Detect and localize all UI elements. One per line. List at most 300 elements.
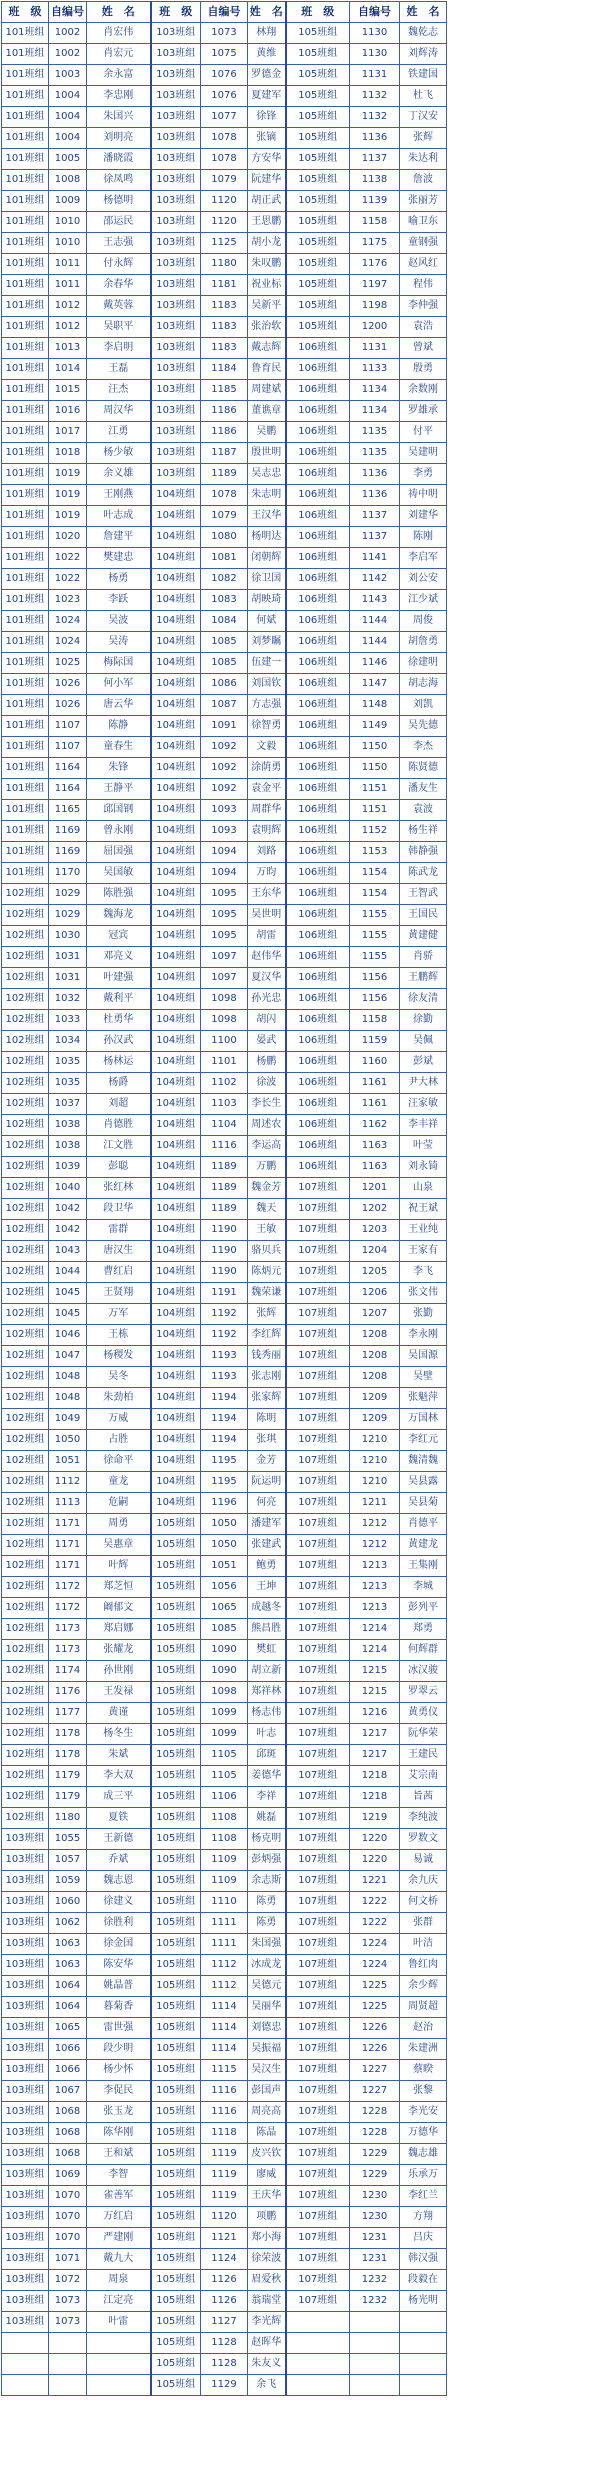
class-cell: 105班组 [286, 86, 350, 107]
class-cell: 107班组 [286, 1367, 350, 1388]
table-row [2, 1829, 600, 1850]
id-cell: 1135 [350, 443, 400, 464]
name-cell: 吴新平 [248, 296, 286, 317]
id-cell: 1185 [201, 380, 248, 401]
id-cell: 1111 [201, 1934, 248, 1955]
name-cell: 余数刚 [400, 380, 447, 401]
id-cell: 1200 [350, 317, 400, 338]
id-cell: 1229 [350, 2144, 400, 2165]
class-cell: 104班组 [151, 485, 201, 506]
table-row [2, 716, 600, 737]
name-cell: 孙光忠 [248, 989, 286, 1010]
class-cell: 106班组 [286, 989, 350, 1010]
id-cell: 1176 [350, 254, 400, 275]
class-cell: 107班组 [286, 1703, 350, 1724]
id-cell: 1204 [350, 1241, 400, 1262]
name-cell: 廖威 [248, 2165, 286, 2186]
class-cell: 104班组 [151, 1451, 201, 1472]
id-cell: 1050 [201, 1535, 248, 1556]
class-cell: 101班组 [2, 170, 49, 191]
class-cell: 105班组 [286, 212, 350, 233]
id-cell: 1196 [201, 1493, 248, 1514]
name-cell: 郑启娜 [87, 1619, 151, 1640]
class-cell: 107班组 [286, 1535, 350, 1556]
class-cell: 106班组 [286, 674, 350, 695]
table-row [2, 1094, 600, 1115]
header-name: 姓 名 [248, 2, 286, 23]
name-cell: 彭聪 [87, 1157, 151, 1178]
header-name: 姓 名 [87, 2, 151, 23]
table-row [2, 1430, 600, 1451]
class-cell: 105班组 [151, 1934, 201, 1955]
name-cell: 山泉 [400, 1178, 447, 1199]
class-cell: 101班组 [2, 44, 49, 65]
name-cell: 吴县露 [400, 1472, 447, 1493]
id-cell: 1026 [49, 695, 87, 716]
id-cell: 1098 [201, 1010, 248, 1031]
id-cell: 1187 [201, 443, 248, 464]
name-cell: 陈胜强 [87, 884, 151, 905]
id-cell: 1040 [49, 1178, 87, 1199]
name-cell: 段卫华 [87, 1199, 151, 1220]
class-cell: 107班组 [286, 1892, 350, 1913]
name-cell: 朱达利 [400, 149, 447, 170]
class-cell: 106班组 [286, 926, 350, 947]
name-cell: 刘德忠 [248, 2018, 286, 2039]
id-cell: 1090 [201, 1640, 248, 1661]
id-cell: 1137 [350, 149, 400, 170]
class-cell: 102班组 [2, 989, 49, 1010]
name-cell: 胡映琦 [248, 590, 286, 611]
id-cell: 1092 [201, 737, 248, 758]
class-cell: 101班组 [2, 443, 49, 464]
class-cell: 106班组 [286, 1115, 350, 1136]
id-cell: 1213 [350, 1556, 400, 1577]
class-cell: 101班组 [2, 149, 49, 170]
name-cell: 王东华 [248, 884, 286, 905]
class-cell: 102班组 [2, 884, 49, 905]
class-cell: 102班组 [2, 1703, 49, 1724]
table-row [2, 632, 600, 653]
id-cell: 1219 [350, 1808, 400, 1829]
table-row [2, 1934, 600, 1955]
table-row [2, 1535, 600, 1556]
name-cell: 鲍勇 [248, 1556, 286, 1577]
name-cell: 吴惠章 [87, 1535, 151, 1556]
name-cell: 朱锋 [87, 758, 151, 779]
name-cell: 刘公安 [400, 569, 447, 590]
class-cell: 105班组 [151, 1850, 201, 1871]
id-cell: 1109 [201, 1871, 248, 1892]
name-cell: 刘梦瞩 [248, 632, 286, 653]
id-cell: 1094 [201, 863, 248, 884]
class-cell: 103班组 [2, 1829, 49, 1850]
name-cell: 李光安 [400, 2102, 447, 2123]
class-cell: 101班组 [2, 107, 49, 128]
id-cell: 1049 [49, 1409, 87, 1430]
class-cell [286, 2354, 350, 2375]
class-cell: 105班组 [151, 2123, 201, 2144]
id-cell: 1106 [201, 1787, 248, 1808]
name-cell: 肖宏伟 [87, 23, 151, 44]
class-cell: 106班组 [286, 338, 350, 359]
class-cell: 103班组 [151, 401, 201, 422]
table-row [2, 2144, 600, 2165]
id-cell: 1085 [201, 1619, 248, 1640]
id-cell: 1051 [201, 1556, 248, 1577]
name-cell: 乐承万 [400, 2165, 447, 2186]
id-cell: 1164 [49, 779, 87, 800]
class-cell: 105班组 [286, 254, 350, 275]
name-cell: 何亮 [248, 1493, 286, 1514]
table-row [2, 1514, 600, 1535]
name-cell: 王发禄 [87, 1682, 151, 1703]
class-cell: 104班组 [151, 590, 201, 611]
id-cell: 1143 [350, 590, 400, 611]
name-cell: 吕庆 [400, 2228, 447, 2249]
id-cell: 1210 [350, 1451, 400, 1472]
name-cell: 汪家敏 [400, 1094, 447, 1115]
class-cell: 105班组 [151, 2270, 201, 2291]
class-cell: 106班组 [286, 947, 350, 968]
name-cell: 叶莹 [400, 1136, 447, 1157]
id-cell: 1042 [49, 1220, 87, 1241]
id-cell: 1169 [49, 821, 87, 842]
table-row [2, 401, 600, 422]
id-cell: 1195 [201, 1451, 248, 1472]
name-cell: 张镝 [248, 128, 286, 149]
name-cell: 邱斑 [248, 1745, 286, 1766]
class-cell: 103班组 [2, 2039, 49, 2060]
class-cell: 101班组 [2, 464, 49, 485]
table-row [2, 1871, 600, 1892]
id-cell: 1014 [49, 359, 87, 380]
name-cell: 艾宗南 [400, 1766, 447, 1787]
name-cell: 徐勤 [400, 1010, 447, 1031]
name-cell: 叶志成 [87, 506, 151, 527]
class-cell: 106班组 [286, 821, 350, 842]
name-cell: 伍建一 [248, 653, 286, 674]
id-cell: 1038 [49, 1115, 87, 1136]
name-cell: 严建刚 [87, 2228, 151, 2249]
id-cell: 1224 [350, 1955, 400, 1976]
class-cell: 107班组 [286, 1661, 350, 1682]
id-cell: 1144 [350, 632, 400, 653]
id-cell: 1067 [49, 2081, 87, 2102]
table-row [2, 149, 600, 170]
name-cell: 魏乾志 [400, 23, 447, 44]
class-cell: 105班组 [151, 1976, 201, 1997]
class-cell: 106班组 [286, 569, 350, 590]
class-cell: 106班组 [286, 716, 350, 737]
table-row [2, 779, 600, 800]
class-cell: 104班组 [151, 1325, 201, 1346]
class-cell: 102班组 [2, 1157, 49, 1178]
id-cell: 1209 [350, 1388, 400, 1409]
class-cell: 103班组 [151, 44, 201, 65]
class-cell: 105班组 [151, 2018, 201, 2039]
id-cell: 1222 [350, 1892, 400, 1913]
name-cell: 杨光明 [400, 2291, 447, 2312]
name-cell: 万国林 [400, 1409, 447, 1430]
name-cell: 潘晓霞 [87, 149, 151, 170]
name-cell [400, 2375, 447, 2396]
name-cell: 周群华 [248, 800, 286, 821]
class-cell: 105班组 [151, 1766, 201, 1787]
id-cell: 1098 [201, 989, 248, 1010]
class-cell: 105班组 [151, 1745, 201, 1766]
name-cell: 李红元 [400, 1430, 447, 1451]
class-cell: 106班组 [286, 506, 350, 527]
name-cell: 童春生 [87, 737, 151, 758]
name-cell: 闭朝辉 [248, 548, 286, 569]
name-cell [87, 2354, 151, 2375]
id-cell: 1018 [49, 443, 87, 464]
name-cell: 危嗣 [87, 1493, 151, 1514]
id-cell: 1134 [350, 401, 400, 422]
class-cell: 104班组 [151, 548, 201, 569]
name-cell: 张魁萍 [400, 1388, 447, 1409]
name-cell: 黄谨 [87, 1703, 151, 1724]
name-cell: 何小军 [87, 674, 151, 695]
class-cell: 102班组 [2, 1430, 49, 1451]
id-cell: 1104 [201, 1115, 248, 1136]
name-cell: 成越冬 [248, 1598, 286, 1619]
name-cell: 阚郁文 [87, 1598, 151, 1619]
table-row [2, 275, 600, 296]
name-cell: 李祥 [248, 1787, 286, 1808]
id-cell: 1180 [49, 1808, 87, 1829]
table-row [2, 1577, 600, 1598]
class-cell: 102班组 [2, 926, 49, 947]
name-cell: 王集刚 [400, 1556, 447, 1577]
id-cell: 1070 [49, 2186, 87, 2207]
class-cell: 107班组 [286, 2270, 350, 2291]
id-cell: 1031 [49, 968, 87, 989]
id-cell: 1030 [49, 926, 87, 947]
name-cell: 李红辉 [248, 1325, 286, 1346]
class-cell: 102班组 [2, 1346, 49, 1367]
name-cell: 刘明亮 [87, 128, 151, 149]
class-cell: 105班组 [151, 2039, 201, 2060]
class-cell: 102班组 [2, 1661, 49, 1682]
id-cell: 1202 [350, 1199, 400, 1220]
id-cell: 1208 [350, 1346, 400, 1367]
id-cell: 1215 [350, 1682, 400, 1703]
class-cell: 104班组 [151, 821, 201, 842]
name-cell: 吴鹏 [248, 422, 286, 443]
class-cell: 105班组 [151, 2081, 201, 2102]
name-cell: 魏志恩 [87, 1871, 151, 1892]
table-row [2, 1367, 600, 1388]
id-cell: 1214 [350, 1640, 400, 1661]
class-cell: 102班组 [2, 1283, 49, 1304]
class-cell: 101班组 [2, 653, 49, 674]
id-cell: 1147 [350, 674, 400, 695]
table-row [2, 1661, 600, 1682]
header-id: 自编号 [49, 2, 87, 23]
name-cell: 余少辉 [400, 1976, 447, 1997]
class-cell: 105班组 [151, 2333, 201, 2354]
class-cell: 104班组 [151, 1346, 201, 1367]
class-cell: 103班组 [151, 296, 201, 317]
name-cell: 李启军 [400, 548, 447, 569]
id-cell: 1212 [350, 1535, 400, 1556]
id-cell: 1063 [49, 1955, 87, 1976]
id-cell: 1119 [201, 2144, 248, 2165]
name-cell: 易诚 [400, 1850, 447, 1871]
class-cell: 102班组 [2, 1787, 49, 1808]
class-cell: 106班组 [286, 443, 350, 464]
name-cell: 万昀 [248, 863, 286, 884]
id-cell: 1024 [49, 632, 87, 653]
class-cell: 105班组 [151, 2207, 201, 2228]
class-cell: 101班组 [2, 821, 49, 842]
class-cell: 106班组 [286, 632, 350, 653]
class-cell: 101班组 [2, 296, 49, 317]
name-cell: 李光辉 [248, 2312, 286, 2333]
class-cell: 101班组 [2, 779, 49, 800]
class-cell: 101班组 [2, 191, 49, 212]
table-row [2, 1409, 600, 1430]
class-cell: 103班组 [2, 2123, 49, 2144]
class-cell: 107班组 [286, 1787, 350, 1808]
roster-body [2, 23, 600, 2396]
id-cell: 1066 [49, 2060, 87, 2081]
id-cell: 1132 [350, 86, 400, 107]
class-cell: 103班组 [2, 2312, 49, 2333]
table-row [2, 947, 600, 968]
table-row [2, 884, 600, 905]
id-cell: 1152 [350, 821, 400, 842]
id-cell: 1048 [49, 1367, 87, 1388]
table-row [2, 359, 600, 380]
name-cell: 陈晶 [248, 2123, 286, 2144]
table-row [2, 380, 600, 401]
name-cell: 韩汉强 [400, 2249, 447, 2270]
name-cell: 徐命平 [87, 1451, 151, 1472]
class-cell: 107班组 [286, 1199, 350, 1220]
id-cell: 1076 [201, 86, 248, 107]
name-cell: 戴九大 [87, 2249, 151, 2270]
id-cell: 1098 [201, 1682, 248, 1703]
class-cell: 107班组 [286, 1220, 350, 1241]
class-cell: 103班组 [2, 1955, 49, 1976]
name-cell: 杨冬生 [87, 1724, 151, 1745]
id-cell: 1035 [49, 1073, 87, 1094]
class-cell: 107班组 [286, 1913, 350, 1934]
id-cell: 1078 [201, 485, 248, 506]
class-cell: 103班组 [2, 1892, 49, 1913]
class-cell: 103班组 [2, 2207, 49, 2228]
id-cell: 1063 [49, 1934, 87, 1955]
name-cell: 肖德胜 [87, 1115, 151, 1136]
id-cell: 1119 [201, 2186, 248, 2207]
name-cell: 胡正武 [248, 191, 286, 212]
id-cell: 1170 [49, 863, 87, 884]
name-cell: 江文胜 [87, 1136, 151, 1157]
id-cell: 1203 [350, 1220, 400, 1241]
name-cell: 吴职平 [87, 317, 151, 338]
name-cell: 丁汉安 [400, 107, 447, 128]
name-cell: 李杰 [400, 737, 447, 758]
table-row [2, 1724, 600, 1745]
class-cell: 104班组 [151, 1283, 201, 1304]
class-cell: 106班组 [286, 779, 350, 800]
name-cell: 戴志辉 [248, 338, 286, 359]
name-cell: 吴国源 [400, 1346, 447, 1367]
id-cell: 1012 [49, 317, 87, 338]
id-cell: 1032 [49, 989, 87, 1010]
name-cell: 杨稷发 [87, 1346, 151, 1367]
id-cell: 1099 [201, 1724, 248, 1745]
table-row [2, 317, 600, 338]
name-cell: 吴德元 [248, 1976, 286, 1997]
name-cell: 袁金平 [248, 779, 286, 800]
class-cell: 105班组 [151, 2228, 201, 2249]
class-cell: 107班组 [286, 1388, 350, 1409]
table-row [2, 1451, 600, 1472]
name-cell: 杨生祥 [400, 821, 447, 842]
name-cell: 郑芝恒 [87, 1577, 151, 1598]
class-cell: 107班组 [286, 1724, 350, 1745]
name-cell: 周贤超 [400, 1997, 447, 2018]
class-cell: 104班组 [151, 884, 201, 905]
name-cell: 周亮高 [248, 2102, 286, 2123]
name-cell: 李忠刚 [87, 86, 151, 107]
id-cell: 1226 [350, 2039, 400, 2060]
table-row [2, 1850, 600, 1871]
class-cell [2, 2333, 49, 2354]
id-cell: 1116 [201, 1136, 248, 1157]
class-cell: 101班组 [2, 317, 49, 338]
name-cell: 张文伟 [400, 1283, 447, 1304]
class-cell: 101班组 [2, 254, 49, 275]
table-row [2, 1052, 600, 1073]
name-cell: 徐卫国 [248, 569, 286, 590]
class-cell: 102班组 [2, 968, 49, 989]
class-cell: 104班组 [151, 527, 201, 548]
id-cell: 1091 [201, 716, 248, 737]
table-row [2, 191, 600, 212]
class-cell: 105班组 [286, 107, 350, 128]
name-cell: 徐锋 [248, 107, 286, 128]
class-cell: 106班组 [286, 737, 350, 758]
class-cell: 106班组 [286, 758, 350, 779]
class-cell: 103班组 [151, 443, 201, 464]
id-cell: 1102 [201, 1073, 248, 1094]
id-cell: 1232 [350, 2291, 400, 2312]
id-cell: 1108 [201, 1829, 248, 1850]
class-cell: 104班组 [151, 989, 201, 1010]
class-cell: 101班组 [2, 359, 49, 380]
name-cell: 周汉华 [87, 401, 151, 422]
name-cell: 黄维 [248, 44, 286, 65]
id-cell: 1017 [49, 422, 87, 443]
name-cell: 叶辉 [87, 1556, 151, 1577]
name-cell: 李永刚 [400, 1325, 447, 1346]
class-cell: 107班组 [286, 1745, 350, 1766]
table-row [2, 86, 600, 107]
id-cell: 1161 [350, 1094, 400, 1115]
table-row [2, 2249, 600, 2270]
class-cell: 106班组 [286, 1157, 350, 1178]
id-cell: 1012 [49, 296, 87, 317]
id-cell: 1114 [201, 1997, 248, 2018]
id-cell: 1230 [350, 2207, 400, 2228]
name-cell: 王思鹏 [248, 212, 286, 233]
name-cell: 徐建义 [87, 1892, 151, 1913]
